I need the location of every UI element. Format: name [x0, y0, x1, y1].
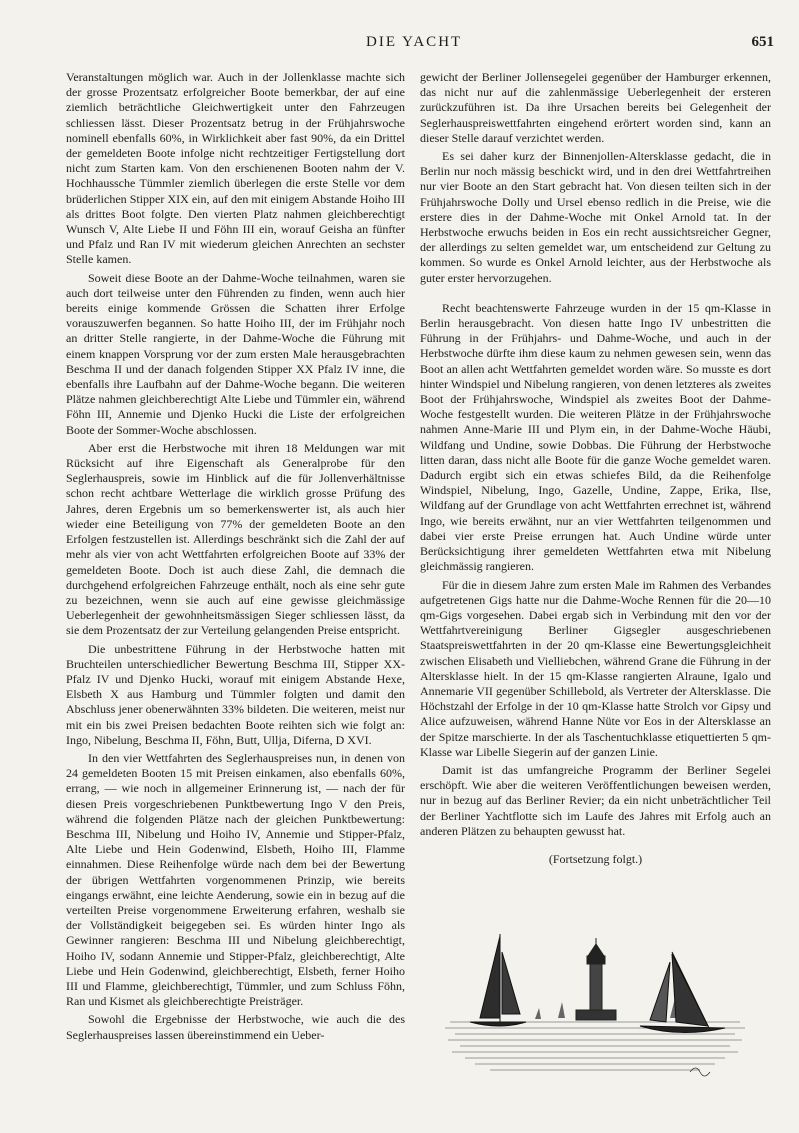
right-column-body: [420, 70, 771, 839]
paragraph: gewicht der Berliner Jollensegelei gegenüber der Hamburger erkennen, das nicht nur auf die zahlenmässige Ueberlegenheit der ersteren zurückzuführen ist. Da ihre Ursachen bereits bei Gelegenheit der Seglerhauspreiswettfahrten eingehend erörtert worden sind, kann an dieser Stelle darauf verzichtet werden.: [420, 70, 771, 145]
running-head: DIE YACHT: [366, 34, 463, 50]
paragraph: Aber erst die Herbstwoche mit ihren 18 Meldungen war mit Rücksicht auf ihre Eigenschaft als Generalprobe für den Seglerhauspreis, sowie im Hinblick auf die für Jollenverhältnisse schon recht achtbare Wetterlage die wirklich grosse Prüfung des Jahres, deren Ergebnis um so bemerkenswerter ist, als auch hier wieder eine Beteiligung von 77% der gemeldeten Boote an den Erfolgen festzustellen ist. Allerdings beschränkt sich die Zahl der auf mehr als vier von acht Wettfahrten erfolgreichen Boote auf 33% der gemeldeten Boote. Doch ist auch diese Zahl, die demnach die durchgehend erfolgreichen Fahrzeuge enthält, noch als eine sehr gute zu bezeichnen, wenn sie auch auf eine gewisse gleichmässige Ueberlegenheit der gewohnheitsmässigen Sieger schliessen lässt, da sie dem Prozentsatz der zur Verteilung gelangenden Preise entspricht.: [66, 440, 405, 638]
page-number: 651: [751, 34, 774, 50]
paragraph: Veranstaltungen möglich war. Auch in der Jollenklasse machte sich der grosse Prozentsatz erfolgreicher Boote bemerkbar, der auf eine ziemlich beträchtliche Gleichwertigkeit unter den Fahrzeugen schliessen lässt. Dieser Prozentsatz betrug in der Frühjahrswoche nominell ebenfalls 60%, in Wirklichkeit aber fast 90%, da ein Drittel der gemeldeten Boote infolge nicht rechtzeitiger Fertigstellung dort nicht zum Starten kam. Von den erschienenen Booten nahm der V. Hochhaussche Tümmler ziemlich überlegen die erste Stelle vor dem brüderlichen Stipper XIX ein, auf den mit einigem Abstande Hoiho III als drittes Boot folgte. Den vierten Platz nahmen gleichberechtigt Wunsch V, Alte Liebe II und Föhn III ein, worauf Geisha an fünfter und Pfalz und Ran IV mit wiederum gleichen Anrechten an sechster Stelle kamen.: [66, 70, 405, 267]
paragraph: Die unbestrittene Führung in der Herbstwoche hatten mit Bruchteilen unterschiedlicher Bewertung Beschma III, Stipper XX-Pfalz IV und Djenko Hucki, worauf mit einigem Abstande Hexe, Elsbeth X aus Hamburg und Tümmler folgten und damit den Abschluss jener obenerwähnten 33% bildeten. Die weiteren, meist nur mit ein bis zwei Preisen bedachten Boote reihten sich wie folgt an: Ingo, Nibelung, Beschma II, Föhn, Butt, Ullja, Diferna, D XVI.: [66, 641, 405, 747]
lighthouse-sailing-illustration: [440, 922, 750, 1082]
paragraph: In den vier Wettfahrten des Seglerhauspreises nun, in denen von 24 gemeldeten Booten 15 mit Preisen einkamen, also ebenfalls 60%, errang, — wie noch in allgemeiner Erinnerung ist, — nach der für diesen Preis vorgeschriebenen Punktbewertung Ingo V den Preis, während die folgenden Plätze nach der gleichen Punktbewertung: Beschma III, Nibelung und Hoiho IV, Annemie und Stipper-Pfalz, Alte Liebe und Hein Godenwind, Elsbeth, Hoiho III, Flamme einnahmen. Diese Reihenfolge würde nach dem bei der Bewertung der übrigen Wettfahrten vorgenommenen Prinzip, wie bereits eingangs erwähnt, eine leichte Aenderung, sowie ein in bezug auf die verteilten Preise vorgenommene Erweiterung erfahren, weshalb sie der Vollständigkeit beigegeben sei. Es würden hinter Ingo als Gewinner rangieren: Beschma III und Nibelung gleichberechtigt, Hoiho IV, sodann Annemie und Stipper-Pfalz, gleichberechtigt, Alte Liebe und Hein Godenwind, gleichberechtigt, Elsbeth, ferner Hoiho III und Flamme, gleichberechtigt, Tümmler, und zum Schluss Föhn, Ran und Kismet als gleichberechtigte Preisträger.: [66, 750, 405, 1009]
paragraph: Sowohl die Ergebnisse der Herbstwoche, wie auch die des Seglerhauspreises lassen übereinstimmend ein Ueber-: [66, 1012, 405, 1042]
paragraph: Soweit diese Boote an der Dahme-Woche teilnahmen, waren sie auch dort teilweise unter den Führenden zu finden, wenn auch hier bereits einige kommende Grössen die Schatten ihrer Erfolge vorauszuwerfen begannen. So hatte Hoiho III, der im Frühjahr noch an dritter Stelle rangierte, in der Dahme-Woche die Führung mit einem knappen Vorsprung vor der zum ersten Male herausgebrachten Beschma II und der danach folgenden Stipper XX Pfalz IV inne, die ebenfalls ihre Laufbahn auf der Dahme-Woche begann. Die weiteren Plätze nahmen gleichberechtigt Alte Liebe und Tümmler ein, während Föhn III, Annemie und Djenko Hucki die Liste der erfolgreichen Boote der Sommer-Woche abschlossen.: [66, 270, 405, 437]
paragraph: Für die in diesem Jahre zum ersten Male im Rahmen des Verbandes aufgetretenen Gigs hatte nur die Dahme-Woche Rennen für die 20—10 qm-Gigs vorgesehen. Dabei ergab sich in Verbindung mit den vor der Wettfahrtvereinigung Berliner Gigsegler ausgeschriebenen Staatspreiswettfahrten in der 20 qm-Klasse eine Bewertungsgleichheit zwischen Elisabeth und Vielliebchen, während Grane die Führung in der Altersklasse hielt. In der 15 qm-Klasse rangierten Alraune, Igalo und Annemarie VII gegenüber Schillebold, als Vertreter der Altersklasse. Die Höchstzahl der Erfolge in der 10 qm-Klasse hatte Strolch vor Gipsy und Alice aufzuweisen, während Hanne Nüte vor Eos in der Altersklasse an der Spitze marschierte. In der als Taschentuchklasse etiquettierten 5 qm-Klasse war Libelle Siegerin auf der ganzen Linie.: [420, 577, 771, 759]
left-column: [66, 70, 405, 1043]
paragraph: Es sei daher kurz der Binnenjollen-Altersklasse gedacht, die in Berlin nur noch mässig beschickt wird, und in den drei Wettfahrtreihen nur vier Boote an den Start gebracht hat. Von diesen teilten sich in der Frühjahrswoche Dolly und Ursel ebenso redlich in die Preise, wie die erstere dies in der Dahme-Woche mit Onkel Arnold tat. In der Herbstwoche erwuchs beiden in Eos ein recht aussichtsreicher Gegner, der allerdings zu selten gemeldet war, um entscheidend zur Geltung zu kommen. So wurde es Onkel Arnold leichter, aus der Herbstwoche als guter erster hervorzugehen.: [420, 149, 771, 285]
continued-note: (Fortsetzung folgt.): [548, 851, 643, 866]
paragraph: Damit ist das umfangreiche Programm der Berliner Segelei erschöpft. Wie aber die weiteren Veröffentlichungen beweisen werden, nur in bezug auf das Berliner Revier; da ein nicht unbeträchtlicher Teil der Berliner Yachtflotte sich im Laufe des Jahres mit Erfolg auch an anderen Plätzen zu behaupten gewusst hat.: [420, 762, 771, 838]
right-column: [420, 70, 771, 867]
paragraph: Recht beachtenswerte Fahrzeuge wurden in der 15 qm-Klasse in Berlin herausgebracht. Von diesen hatte Ingo IV unbestritten die Führung in der Frühjahrs- und Dahme-Woche, und auch in der Herbstwoche dürfte ihm diese kaum zu nehmen gewesen sein, wenn das Boot an allen acht Wettfahrten gemeldet worden wäre. So musste es dort hinter Windspiel und Nibelung rangieren, von denen letzteres als zweites Boot der Frühjahrswoche, Windspiel als zweites Boot der Dahme-Woche festgestellt wurden. Die weiteren Plätze in der Frühjahrswoche nahmen Anne-Marie III und Plym ein, in der Dahme-Woche Häubi, Wildfang und Undine, sowie Dobbas. Die Führung der Herbstwoche litten daran, dass nicht alle Boote für die ganze Woche gemeldet waren. Dadurch ergibt sich ein etwas schiefes Bild, da die Reihenfolge Windspiel, Nibelung, Ingo, Gazelle, Undine, Zappe, Erika, Ilse, Wildfang auf der Grundlage von acht Wettfahrten errechnet ist, während Ingo, wie bereits erwähnt, nur an vier Wettfahrten teilgenommen und dabei vier erste Preise errungen hat. Auch Undine würde unter Berücksichtigung ihrer gemeldeten Wettfahrten etwa mit Nibelung gleichmässig rangieren.: [420, 300, 771, 574]
